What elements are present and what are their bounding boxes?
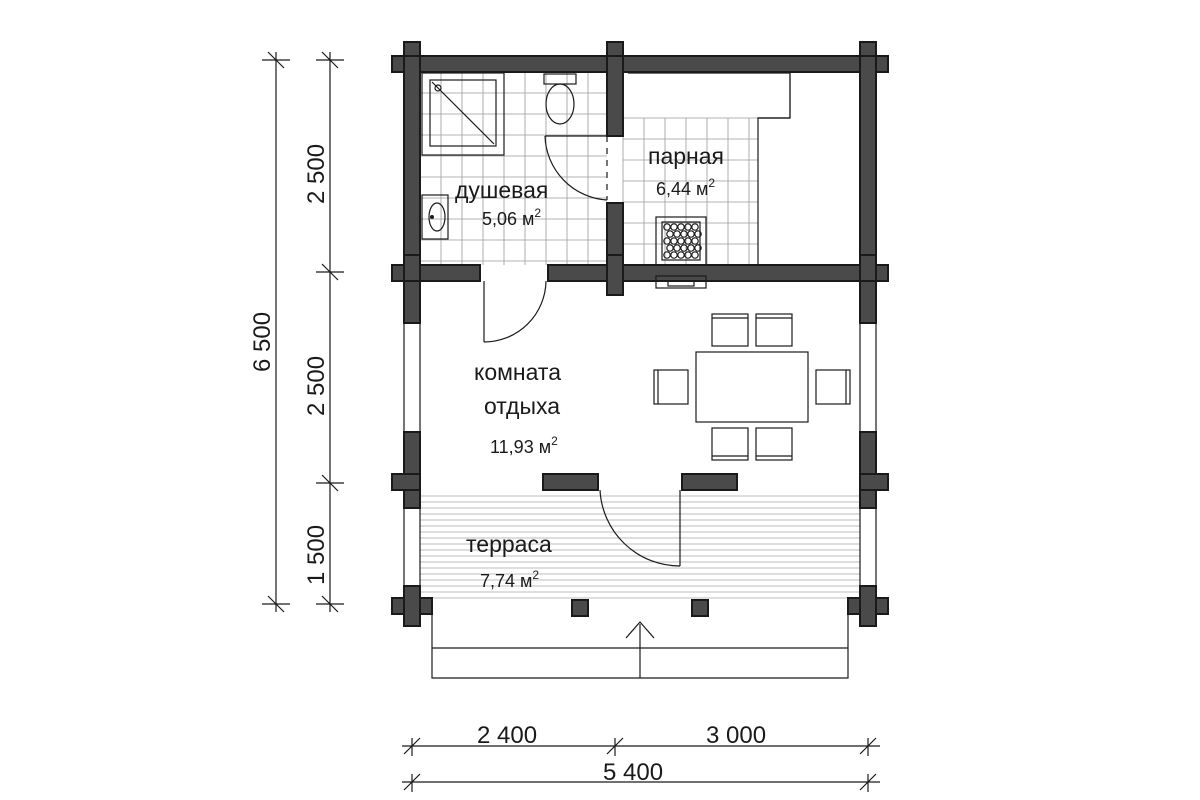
sauna-bench: [628, 73, 790, 265]
dim-bottom-left: 2 400: [477, 722, 538, 749]
room-name-rest-line2: отдыха: [484, 393, 561, 419]
room-name-steam: парная: [648, 143, 724, 169]
washbasin: [422, 195, 448, 239]
room-name-rest-line1: комната: [474, 359, 561, 385]
entrance-steps: [432, 614, 848, 678]
room-name-shower: душевая: [455, 177, 549, 203]
dim-bottom-total: 5 400: [603, 759, 664, 786]
dining-table: [654, 314, 850, 460]
room-area-steam: 6,44 $м^2$: [656, 176, 716, 199]
dim-left-total: 6 500: [249, 311, 276, 372]
toilet: [544, 74, 576, 124]
dim-left-lower: 1 500: [303, 524, 330, 585]
dim-bottom-right: 3 000: [706, 722, 767, 749]
room-area-terrace: 7,74 $м^2$: [480, 568, 540, 591]
room-area-shower: 5,06 $м^2$: [482, 206, 542, 229]
room-name-terrace: терраса: [466, 531, 552, 557]
dim-left-upper: 2 500: [303, 143, 330, 204]
room-area-rest: 11,93 $м^2$: [490, 434, 558, 457]
dim-left-middle: 2 500: [303, 355, 330, 416]
